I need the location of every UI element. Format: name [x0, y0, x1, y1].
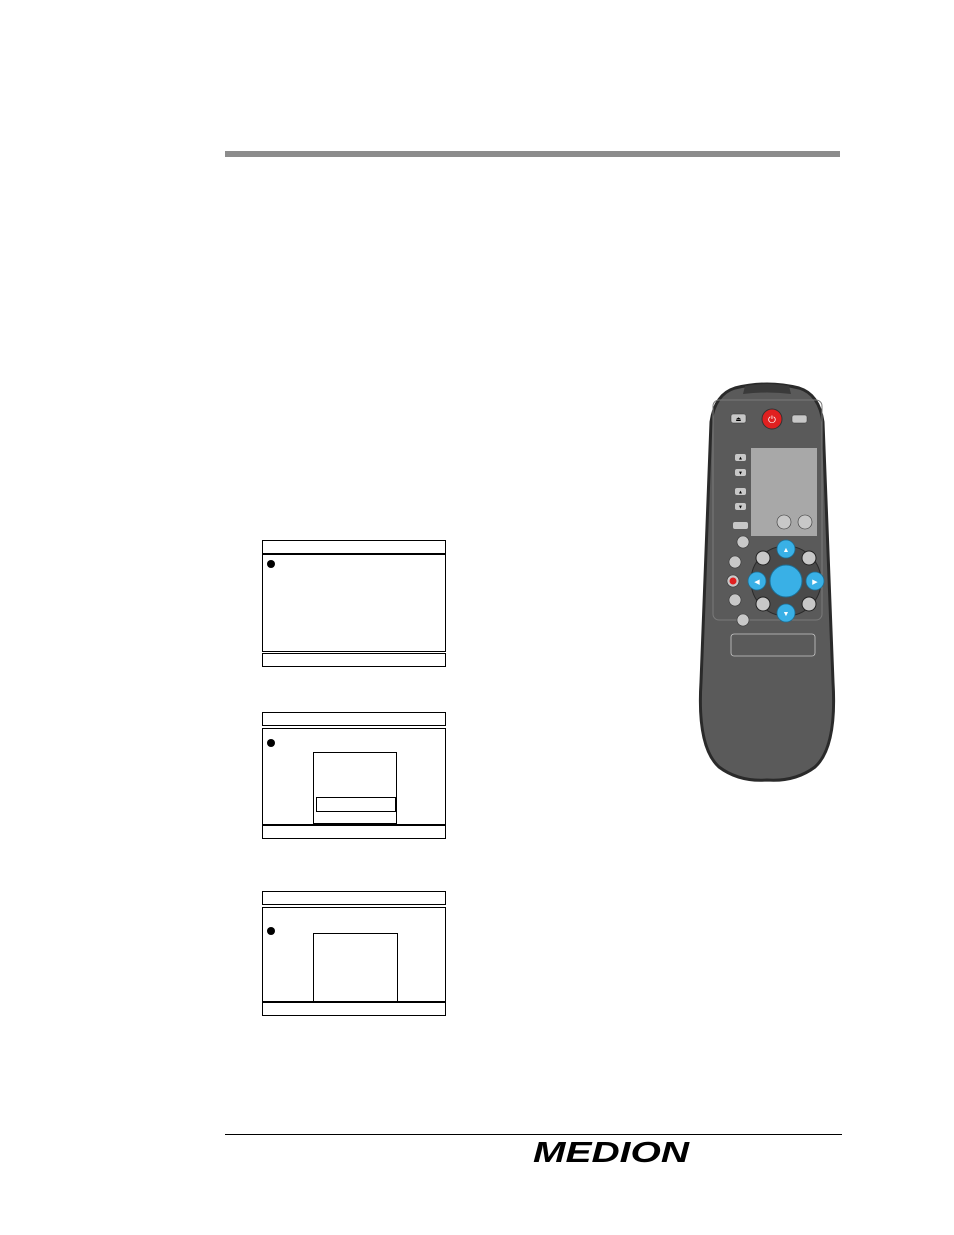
nav-corner-button-br[interactable] [802, 597, 816, 611]
footer-rule [225, 1134, 842, 1135]
arrow-down-icon: ▼ [782, 611, 790, 618]
year-header [373, 941, 389, 952]
year-value[interactable] [369, 952, 391, 963]
arrow-right-icon: ▶ [812, 579, 818, 586]
language-screen [262, 540, 446, 668]
month-header [328, 941, 342, 952]
subtitle-button[interactable] [737, 536, 749, 548]
enter-button[interactable] [770, 565, 802, 597]
vol-up-icon: ▲ [738, 455, 743, 462]
display-button[interactable] [792, 415, 807, 423]
ch-down-icon: ▼ [738, 504, 743, 511]
nav-corner-button-tl[interactable] [756, 551, 770, 565]
power-icon: ⏻ [768, 415, 776, 426]
time-screen-title [262, 891, 446, 905]
record-icon [730, 578, 737, 585]
selected-bullet-icon [267, 927, 275, 935]
clear-button[interactable] [777, 515, 791, 529]
selected-bullet-icon [267, 739, 275, 747]
minute-header [351, 974, 365, 985]
program-button[interactable] [733, 522, 748, 529]
arrow-left-icon: ◀ [754, 579, 760, 586]
hour-header [328, 974, 342, 985]
language-screen-title [262, 540, 446, 554]
tv-input-screen [262, 712, 446, 840]
time-step-indicator [262, 1002, 446, 1016]
ampm-header [372, 974, 394, 985]
scan-progress-bar [316, 797, 396, 812]
tv-input-screen-title [262, 712, 446, 726]
remote-control-illustration [695, 382, 840, 782]
medion-logo [533, 1136, 699, 1166]
day-value[interactable] [351, 952, 365, 963]
day-header [351, 941, 365, 952]
language-step-indicator [262, 653, 446, 667]
arrow-up-icon: ▲ [782, 547, 790, 554]
setup-button[interactable] [798, 515, 812, 529]
hour-value[interactable] [328, 985, 342, 996]
exit-button[interactable] [729, 594, 741, 606]
rec-quality-button[interactable] [737, 614, 749, 626]
language-options-panel [262, 554, 446, 652]
tv-input-step-indicator [262, 825, 446, 839]
nav-corner-button-bl[interactable] [756, 597, 770, 611]
minute-value[interactable] [351, 985, 365, 996]
ch-up-icon: ▲ [738, 489, 743, 496]
ampm-value[interactable] [373, 985, 393, 996]
medion-wordmark: MEDION [533, 1137, 691, 1166]
selected-bullet-icon [267, 560, 275, 568]
audio-button[interactable] [729, 556, 741, 568]
eject-icon: ⏏ [735, 417, 742, 423]
header-rule [225, 151, 840, 157]
month-value[interactable] [327, 952, 345, 963]
time-options-panel [262, 907, 446, 1002]
tv-input-options-panel [262, 728, 446, 825]
time-separator [343, 985, 348, 996]
scan-progress-popup [313, 752, 397, 824]
manual-time-popup [313, 933, 398, 1002]
ir-window [743, 384, 791, 394]
nav-corner-button-tr[interactable] [802, 551, 816, 565]
vol-down-icon: ▼ [738, 470, 743, 477]
time-screen [262, 891, 446, 1017]
